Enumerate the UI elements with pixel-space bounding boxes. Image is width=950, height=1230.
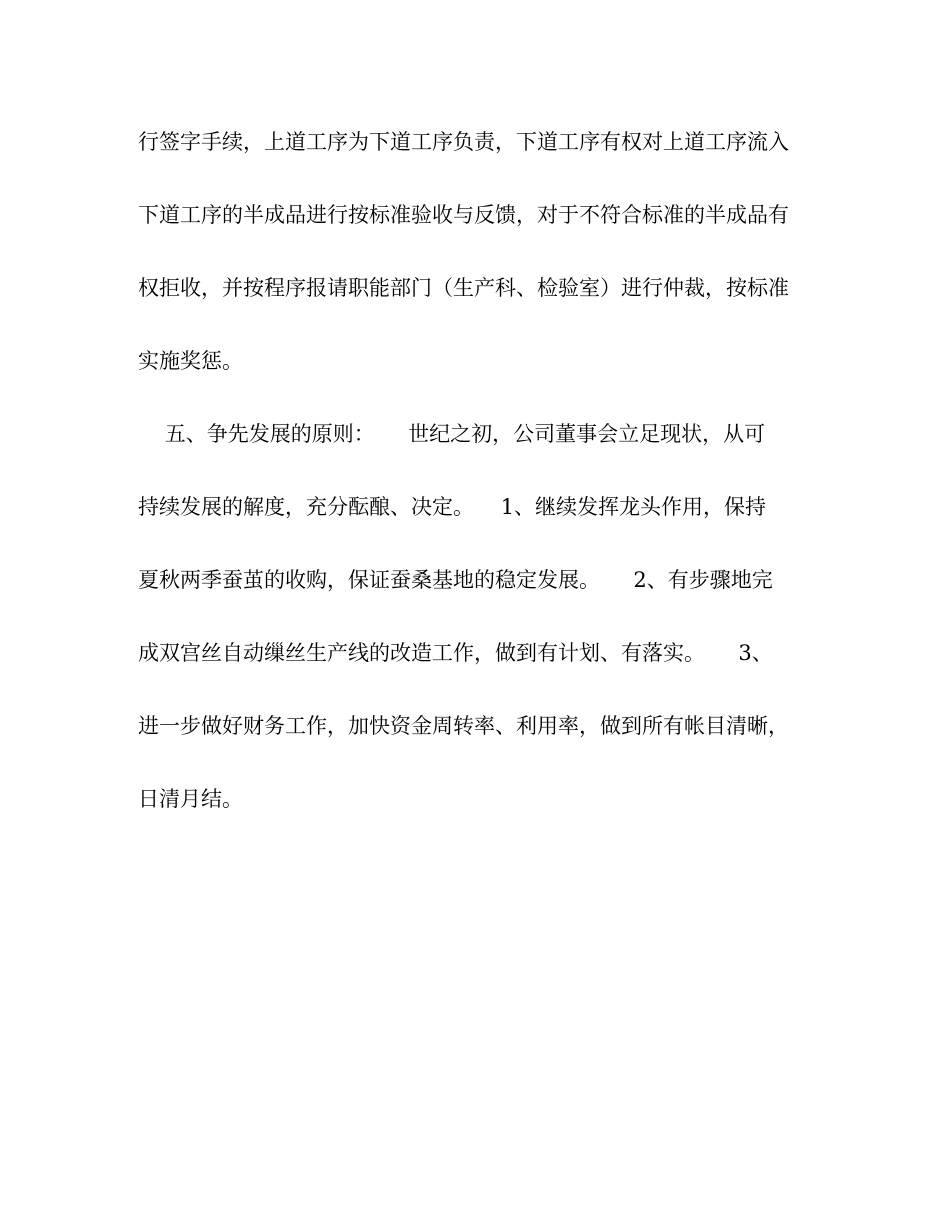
text-line: 五、争先发展的原则： 世纪之初，公司董事会立足现状，从可	[138, 422, 766, 446]
text-line: 下道工序的半成品进行按标准验收与反馈，对于不符合标准的半成品有	[138, 203, 789, 227]
body-text	[138, 124, 818, 854]
text-line: 权拒收，并按程序报请职能部门（生产科、检验室）进行仲裁，按标准	[138, 276, 789, 300]
text-line: 成双宫丝自动缫丝生产线的改造工作，做到有计划、有落实。 3、	[138, 641, 773, 665]
text-line: 持续发展的解度，充分酝酿、决定。 1、继续发挥龙头作用，保持	[138, 495, 767, 519]
text-line: 进一步做好财务工作，加快资金周转率、利用率，做到所有帐目清晰，	[138, 714, 789, 738]
text-line: 实施奖惩。	[138, 349, 243, 373]
text-line: 日清月结。	[138, 787, 243, 811]
text-line: 夏秋两季蚕茧的收购，保证蚕桑基地的稳定发展。 2、有步骤地完	[138, 568, 773, 592]
text-line: 行签字手续，上道工序为下道工序负责，下道工序有权对上道工序流入	[138, 130, 789, 154]
